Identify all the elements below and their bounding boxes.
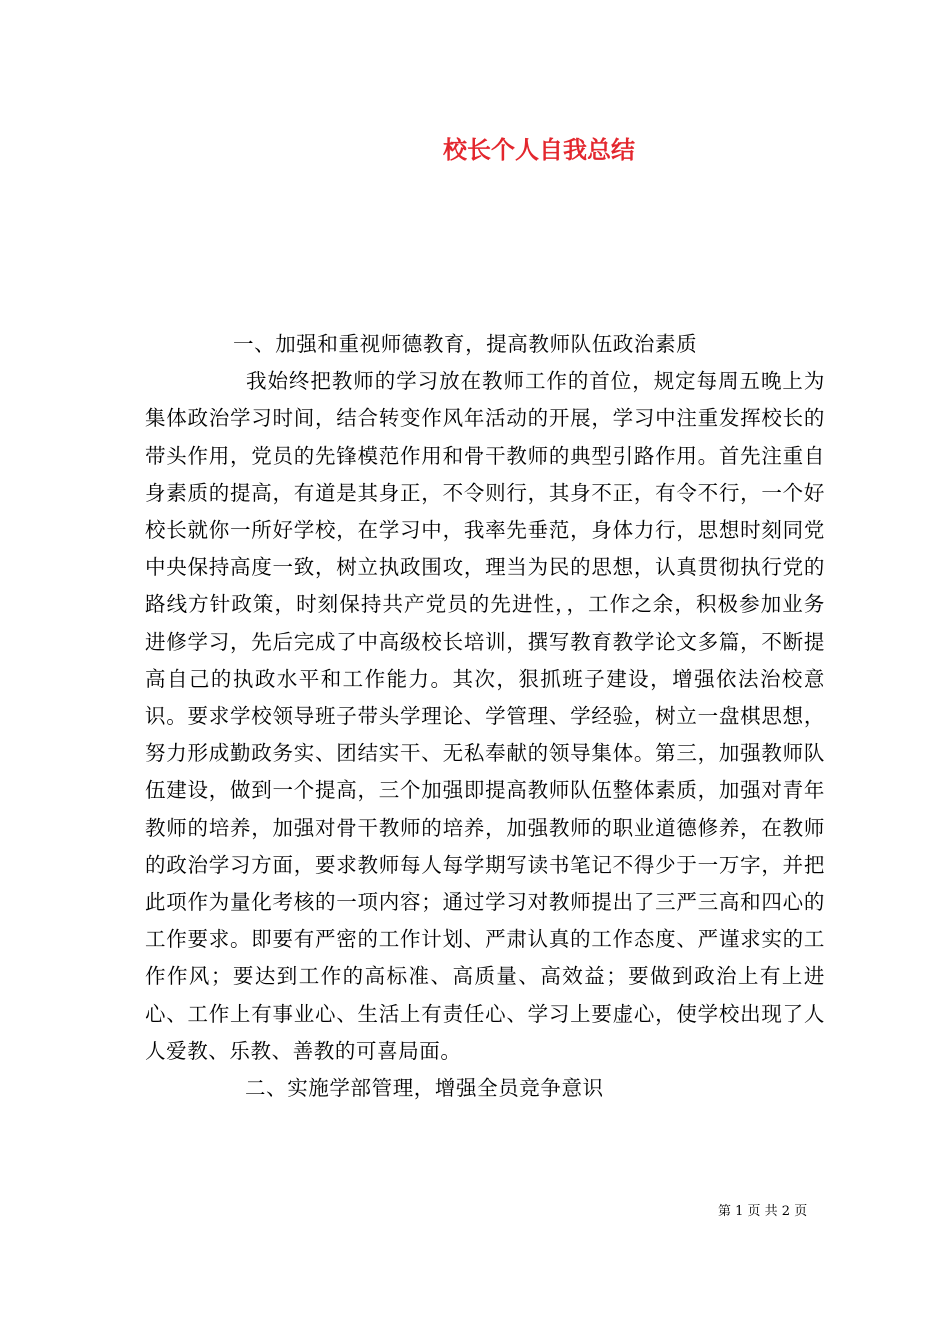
document-body [145, 326, 825, 1107]
section-heading-2: 二、实施学部管理，增强全员竞争意识 [245, 1076, 604, 1101]
section-heading-1: 一、加强和重视师德教育，提高教师队伍政治素质 [233, 332, 698, 356]
section-paragraph-1: 我始终把教师的学习放在教师工作的首位，规定每周五晚上为集体政治学习时间，结合转变作风年活动的开展，学习中注重发挥校长的带头作用，党员的先锋模范作用和骨干教师的典型引路作用。首先注重自身素质的提高，有道是其身正，不令则行，其身不正，有令不行，一个好校长就你一所好学校，在学习中，我率先垂范，身体力行，思想时刻同党中央保持高度一致，树立执政围攻，理当为民的思想，认真贯彻执行党的路线方针政策，时刻保持共产党员的先进性，，工作之余，积极参加业务进修学习，先后完成了中高级校长培训，撰写教育教学论文多篇，不断提高自己的执政水平和工作能力。其次，狠抓班子建设，增强依法治校意识。要求学校领导班子带头学理论、学管理、学经验，树立一盘棋思想，努力形成勤政务实、团结实干、无私奉献的领导集体。第三，加强教师队伍建设，做到一个提高，三个加强即提高教师队伍整体素质，加强对青年教师的培养，加强对骨干教师的培养，加强教师的职业道德修养，在教师的政治学习方面，要求教师每人每学期写读书笔记不得少于一万字，并把此项作为量化考核的一项内容；通过学习对教师提出了三严三高和四心的工作要求。即要有严密的工作计划、严肃认真的工作态度、严谨求实的工作作风；要达到工作的高标准、高质量、高效益；要做到政治上有上进心、工作上有事业心、生活上有责任心、学习上要虚心，使学校出现了人人爱教、乐教、善教的可喜局面。 [145, 369, 825, 1063]
page-indicator: 第 1 页 共 2 页 [718, 1204, 808, 1219]
document-title: 校长个人自我总结 [443, 135, 635, 164]
